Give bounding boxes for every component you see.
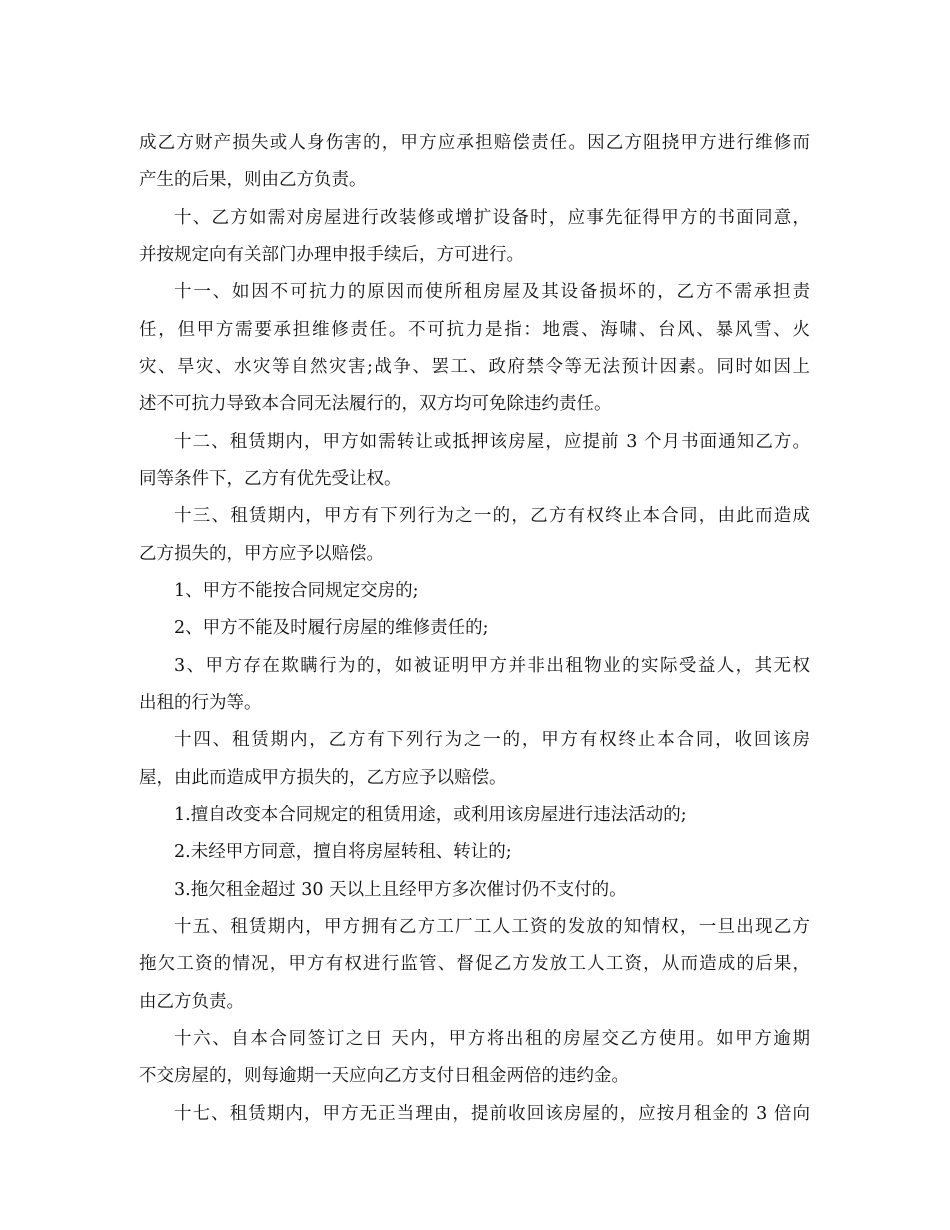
text-line: 十一、如因不可抗力的原因而使所租房屋及其设备损坏的，乙方不需承担责 [174, 282, 810, 302]
text-line: 不交房屋的，则每逾期一天应向乙方支付日租金两倍的违约金。 [139, 1066, 629, 1086]
text-line: 3.拖欠租金超过 30 天以上且经甲方多次催讨仍不支付的。 [174, 880, 627, 900]
text-line: 出租的行为等。 [139, 693, 262, 713]
text-line: 十六、自本合同签订之日 天内，甲方将出租的房屋交乙方使用。如甲方逾期 [174, 1029, 810, 1049]
text-line: 成乙方财产损失或人身伤害的，甲方应承担赔偿责任。因乙方阻挠甲方进行维修而 [139, 133, 810, 153]
text-line: 十五、租赁期内，甲方拥有乙方工厂工人工资的发放的知情权，一旦出现乙方 [174, 917, 810, 937]
text-line: 同等条件下，乙方有优先受让权。 [139, 469, 402, 489]
text-line: 十七、租赁期内，甲方无正当理由，提前收回该房屋的，应按月租金的 3 倍向 [174, 1104, 810, 1124]
text-line: 屋，由此而造成甲方损失的，乙方应予以赔偿。 [139, 768, 507, 788]
text-line: 由乙方负责。 [139, 992, 244, 1012]
text-line: 产生的后果，则由乙方负责。 [139, 170, 367, 190]
text-line: 任，但甲方需要承担维修责任。不可抗力是指：地震、海啸、台风、暴风雪、火 [139, 320, 810, 340]
text-line: 3、甲方存在欺瞒行为的，如被证明甲方并非出租物业的实际受益人，其无权 [174, 656, 810, 676]
text-line: 十四、租赁期内，乙方有下列行为之一的，甲方有权终止本合同，收回该房 [174, 730, 810, 750]
text-line: 1.擅自改变本合同规定的租赁用途，或利用该房屋进行违法活动的; [174, 805, 687, 825]
text-line: 拖欠工资的情况，甲方有权进行监管、督促乙方发放工人工资，从而造成的后果， [139, 954, 810, 974]
text-line: 乙方损失的，甲方应予以赔偿。 [139, 544, 384, 564]
text-line: 1、甲方不能按合同规定交房的; [174, 581, 419, 601]
text-line: 十三、租赁期内，甲方有下列行为之一的，乙方有权终止本合同，由此而造成 [174, 506, 810, 526]
text-line: 2.未经甲方同意，擅自将房屋转租、转让的; [174, 842, 512, 862]
text-line: 2、甲方不能及时履行房屋的维修责任的; [174, 618, 489, 638]
text-line: 十、乙方如需对房屋进行改装修或增扩设备时，应事先征得甲方的书面同意， [174, 208, 810, 228]
text-line: 述不可抗力导致本合同无法履行的，双方均可免除违约责任。 [139, 394, 612, 414]
text-line: 十二、租赁期内，甲方如需转让或抵押该房屋，应提前 3 个月书面通知乙方。 [174, 432, 810, 452]
text-line: 灾、旱灾、水灾等自然灾害;战争、罢工、政府禁令等无法预计因素。同时如因上 [139, 357, 810, 377]
text-line: 并按规定向有关部门办理申报手续后，方可进行。 [139, 245, 524, 265]
